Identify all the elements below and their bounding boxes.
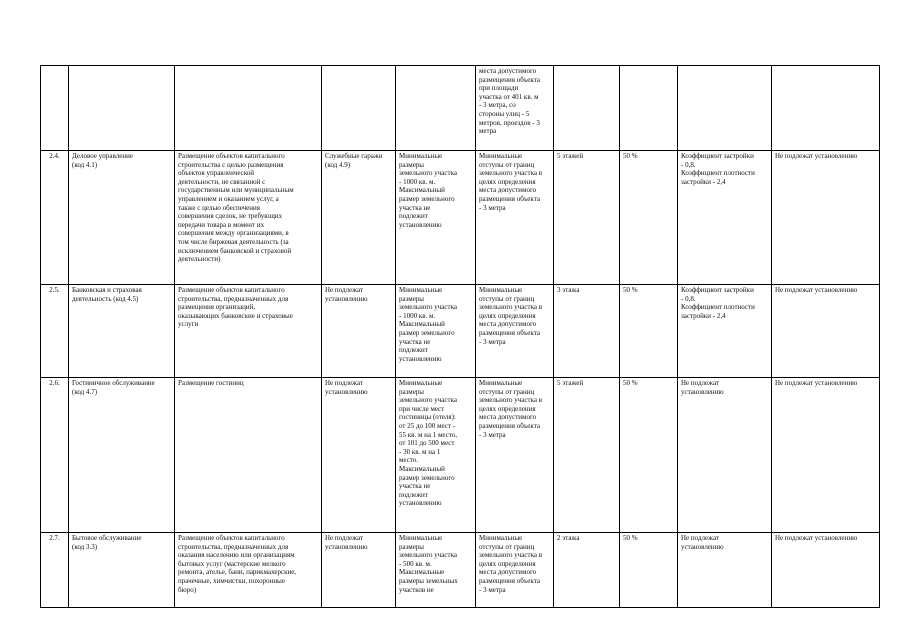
density-coefficients: Не подлежат установлению	[678, 378, 772, 533]
max-coverage: 50 %	[620, 378, 678, 533]
use-type-name: Гостиничное обслуживание (код 4.7)	[69, 378, 175, 533]
table-row	[41, 533, 880, 608]
use-description: Размещение объектов капитального строительства, предназначенных для размещения организаций, оказывающих банковские и страховые услуги	[175, 285, 322, 378]
table-row	[41, 66, 880, 151]
density-coefficients: Коэффициент застройки - 0,8. Коэффициент плотности застройки - 2,4	[678, 285, 772, 378]
plot-size-limits: Минимальные размеры земельного участка - 500 кв. м. Максимальные размеры земельных участков не	[396, 533, 476, 608]
max-coverage: 50 %	[620, 285, 678, 378]
row-number: 2.6.	[41, 378, 69, 533]
restrictions	[772, 66, 880, 151]
restrictions: Не подлежат установлению	[772, 285, 880, 378]
table-row	[41, 151, 880, 285]
use-type-name: Деловое управление (код 4.1)	[69, 151, 175, 285]
table-row	[41, 378, 880, 533]
plot-size-limits: Минимальные размеры земельного участка - 1000 кв. м. Максимальный размер земельного участка не подлежит установлению	[396, 151, 476, 285]
row-number: 2.5.	[41, 285, 69, 378]
table-row	[41, 285, 880, 378]
plot-size-limits: Минимальные размеры земельного участка при числе мест гостиницы (отеля): от 25 до 100 мест - 55 кв. м на 1 место, от 101 до 500 мест - 30 кв. м на 1 место. Максимальный размер земельного участка не подлежит установлению	[396, 378, 476, 533]
setback-limits: Минимальные отступы от границ земельного участка в целях определения места допустимого размещения объекта - 3 метра	[476, 151, 554, 285]
use-description: Размещение гостиниц	[175, 378, 322, 533]
max-coverage: 50 %	[620, 533, 678, 608]
max-coverage: 50 %	[620, 151, 678, 285]
use-type-name: Банковская и страховая деятельность (код 4.5)	[69, 285, 175, 378]
use-type-name	[69, 66, 175, 151]
plot-size-limits	[396, 66, 476, 151]
max-floors: 3 этажа	[554, 285, 620, 378]
auxiliary-use	[322, 66, 396, 151]
row-number: 2.4.	[41, 151, 69, 285]
setback-limits: Минимальные отступы от границ земельного участка в целях определения места допустимого размещения объекта - 3 метра	[476, 533, 554, 608]
restrictions: Не подлежат установлению	[772, 378, 880, 533]
auxiliary-use: Не подлежат установлению	[322, 533, 396, 608]
density-coefficients: Коэффициент застройки - 0,8. Коэффициент плотности застройки - 2,4	[678, 151, 772, 285]
setback-limits: места допустимого размещения объекта при площади участка от 401 кв. м - 3 метра, со стороны улиц - 5 метров, проездов - 3 метра	[476, 66, 554, 151]
setback-limits: Минимальные отступы от границ земельного участка в целях определения места допустимого размещения объекта - 3 метра	[476, 285, 554, 378]
row-number: 2.7.	[41, 533, 69, 608]
auxiliary-use: Не подлежат установлению	[322, 285, 396, 378]
zoning-regulations-table	[40, 65, 880, 608]
use-type-name: Бытовое обслуживание (код 3.3)	[69, 533, 175, 608]
max-floors: 5 этажей	[554, 151, 620, 285]
density-coefficients: Не подлежат установлению	[678, 533, 772, 608]
setback-limits: Минимальные отступы от границ земельного участка в целях определения места допустимого размещения объекта - 3 метра	[476, 378, 554, 533]
use-description	[175, 66, 322, 151]
restrictions: Не подлежат установлению	[772, 151, 880, 285]
max-floors: 5 этажей	[554, 378, 620, 533]
max-coverage	[620, 66, 678, 151]
restrictions: Не подлежат установлению	[772, 533, 880, 608]
auxiliary-use: Не подлежат установлению	[322, 378, 396, 533]
plot-size-limits: Минимальные размеры земельного участка - 1000 кв. м. Максимальный размер земельного участка не подлежит установлению	[396, 285, 476, 378]
row-number	[41, 66, 69, 151]
density-coefficients	[678, 66, 772, 151]
use-description: Размещение объектов капитального строительства, предназначенных для оказания населению или организациям бытовых услуг (мастерские мелкого ремонта, ателье, бани, парикмахерские, прачечные, химчистки, похоронные бюро)	[175, 533, 322, 608]
use-description: Размещение объектов капитального строительства с целью размещения объектов управленческой деятельности, не связанной с государственным или муниципальным управлением и оказанием услуг, а также с целью обеспечения совершения сделок, не требующих передачи товара в момент их совершения между организациями, в том числе биржевая деятельность (за исключением банковской и страховой деятельности)	[175, 151, 322, 285]
max-floors	[554, 66, 620, 151]
max-floors: 2 этажа	[554, 533, 620, 608]
auxiliary-use: Служебные гаражи (код 4.9)	[322, 151, 396, 285]
